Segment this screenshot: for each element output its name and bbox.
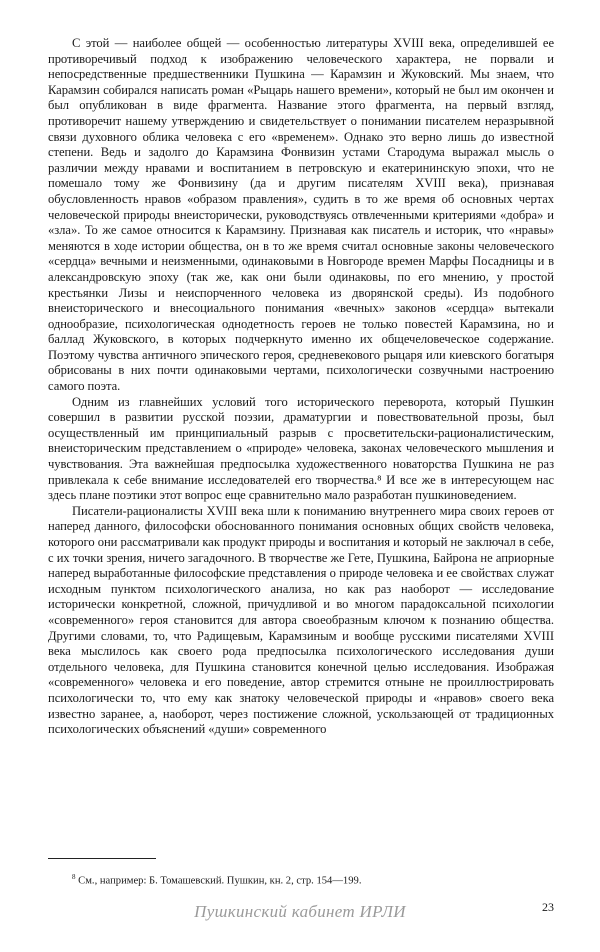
main-text bbox=[48, 36, 554, 738]
footnote-divider bbox=[48, 858, 156, 859]
footnote bbox=[48, 871, 554, 888]
footnote-marker: 8 bbox=[72, 873, 76, 881]
library-watermark: Пушкинский кабинет ИРЛИ bbox=[194, 902, 406, 921]
paragraph-3: Писатели-рационалисты XVIII века шли к пониманию внутреннего мира своих героев от наперед данного, философски обоснованного понимания основных общих свойств человека, которого они рассматривали как продукт природы и воспитания и который не заключал в себе, с их точки зрения, ничего загадочного. В творчестве же Гете, Пушкина, Байрона не априорные наперед выработанные философские представления о природе человека и ее свойствах служат исходным пунктом психологического анализа, но как раз наоборот — исследование исторически конкретной, сложной, причудливой и во многом парадоксальной психологии «современного» героя становится для автора своеобразным ключом к познанию общества. Другими словами, то, что Радищевым, Карамзиным и вообще русскими писателями XVIII века мыслилось как своего рода предпосылка психологического исследования души отдельного человека, для Пушкина становится конечной целью исследования. Изображая «современного» человека и его поведение, автор стремится отныне не проиллюстрировать психологически то, что ему как знатоку человеческой природы и «нравов» своего века известно заранее, а, наоборот, через постижение сложной, ускользающей от традиционных психологических объяснений «души» современного bbox=[48, 503, 554, 737]
paragraph-1: С этой — наиболее общей — особенностью литературы XVIII века, определившей ее противоречивый подход к изображению человеческого характера, не порвали и непосредственные предшественники Пушкина — Карамзин и Жуковский. Мы знаем, что Карамзин собирался написать роман «Рыцарь нашего времени», который не был им окончен и был опубликован в виде фрагмента. Название этого фрагмента, на первый взгляд, противоречит нашему утверждению и свидетельствует о понимании писателем неразрывной связи духовного облика человека с его «временем». Однако это верно лишь до известной степени. Ведь и задолго до Карамзина Фонвизин устами Стародума выражал мысль о различии между нравами и воспитанием в петровскую и екатерининскую эпохи, что не помешало тому же Фонвизину (да и другим писателям XVIII века), признавая обусловленность нравов «образом правления», судить в то же время об основных чертах человеческой природы внеисторически, руководствуясь отвлеченными критериями «добра» и «зла». То же самое относится к Карамзину. Признавая как писатель и историк, что «нравы» меняются в ходе истории общества, он в то же время считал основные законы человеческого «сердца» вечными и неизменными, одинаковыми в Новгороде времен Марфы Посадницы и в александровскую эпоху (так же, как они были одинаковы, по его мнению, у простой крестьянки Лизы и неиспорченного человека из дворянской среды). Из подобного внеисторического и внесоциального понимания «вечных» законов «сердца» вытекали однообразие, психологическая однодетность героев не только повестей Карамзина, но и баллад Жуковского, в которых подчеркнуто именно их общечеловеческое содержание. Поэтому чувства античного эпического героя, средневекового рыцаря или киевского богатыря обрисованы в них почти одинаковыми чертами, психологически созвучными настроению самого поэта. bbox=[48, 36, 554, 394]
page-number: 23 bbox=[542, 900, 554, 914]
footnote-text: См., например: Б. Томашевский. Пушкин, кн. 2, стр. 154—199. bbox=[78, 875, 362, 887]
paragraph-2: Одним из главнейших условий того исторического переворота, который Пушкин совершил в развитии русской поэзии, драматургии и повествовательной прозы, был осуществленный им принципиальный разрыв с просветительски-рационалистическим, внеисторическим представлением о «природе» человека, законах человеческого мышления и чувствования. Эта важнейшая предпосылка художественного новаторства Пушкина не раз привлекала к себе внимание исследователей его творчества.⁸ И все же в интересующем нас здесь плане поэтики этот вопрос еще сравнительно мало разработан пушкиноведением. bbox=[48, 394, 554, 503]
